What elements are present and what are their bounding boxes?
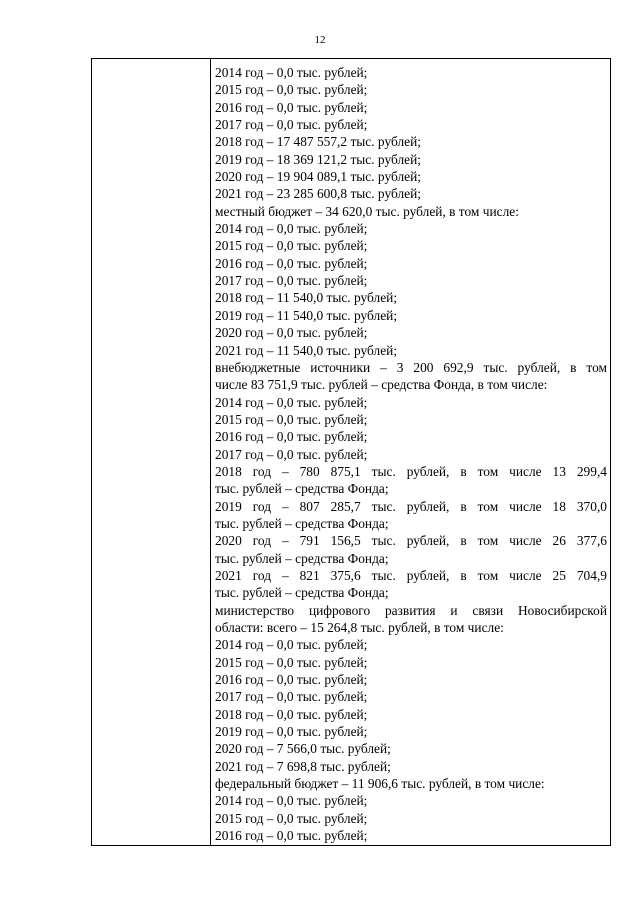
text-line: 2017 год – 0,0 тыс. рублей;: [215, 446, 368, 462]
text-line: тыс. рублей – средства Фонда;: [215, 550, 389, 566]
text-line: 2019 год – 11 540,0 тыс. рублей;: [215, 307, 398, 323]
text-line: 2016 год – 0,0 тыс. рублей;: [215, 672, 368, 688]
text-line: 2018 год – 0,0 тыс. рублей;: [215, 706, 368, 722]
text-line: 2018 год – 780 875,1 тыс. рублей, в том числе 13 299,4: [215, 463, 607, 479]
text-line: 2019 год – 0,0 тыс. рублей;: [215, 724, 368, 740]
text-line: 2015 год – 0,0 тыс. рублей;: [215, 238, 368, 254]
text-line: 2020 год – 19 904 089,1 тыс. рублей;: [215, 169, 421, 185]
table-right-cell: [215, 64, 607, 844]
text-line: 2014 год – 0,0 тыс. рублей;: [215, 394, 368, 410]
text-line: 2021 год – 11 540,0 тыс. рублей;: [215, 342, 398, 358]
text-line: 2018 год – 11 540,0 тыс. рублей;: [215, 290, 398, 306]
text-line: внебюджетные источники – 3 200 692,9 тыс. рублей, в том: [215, 359, 607, 375]
text-line: 2021 год – 821 375,6 тыс. рублей, в том числе 25 704,9: [215, 567, 607, 583]
text-line: 2014 год – 0,0 тыс. рублей;: [215, 221, 368, 237]
text-line: 2015 год – 0,0 тыс. рублей;: [215, 654, 368, 670]
text-line: 2019 год – 18 369 121,2 тыс. рублей;: [215, 151, 421, 167]
funding-table: [91, 58, 611, 846]
text-line: 2015 год – 0,0 тыс. рублей;: [215, 411, 368, 427]
text-line: 2016 год – 0,0 тыс. рублей;: [215, 429, 368, 445]
column-divider: [210, 59, 211, 845]
text-line: области: всего – 15 264,8 тыс. рублей, в том числе:: [215, 620, 504, 635]
text-line: министерство цифрового развития и связи Новосибирской: [215, 602, 607, 618]
text-line: 2017 год – 0,0 тыс. рублей;: [215, 273, 368, 289]
text-line: 2020 год – 0,0 тыс. рублей;: [215, 325, 368, 341]
page-number: 12: [314, 34, 326, 46]
text-line: 2015 год – 0,0 тыс. рублей;: [215, 82, 368, 98]
text-line: 2018 год – 17 487 557,2 тыс. рублей;: [215, 134, 421, 150]
text-line: тыс. рублей – средства Фонда;: [215, 481, 389, 497]
text-line: 2021 год – 7 698,8 тыс. рублей;: [215, 758, 391, 774]
text-line: местный бюджет – 34 620,0 тыс. рублей, в том числе:: [215, 203, 519, 219]
text-line: 2017 год – 0,0 тыс. рублей;: [215, 689, 368, 705]
text-line: 2019 год – 807 285,7 тыс. рублей, в том числе 18 370,0: [215, 498, 607, 514]
text-line: 2016 год – 0,0 тыс. рублей;: [215, 99, 368, 115]
text-line: 2016 год – 0,0 тыс. рублей;: [215, 828, 368, 844]
text-line: федеральный бюджет – 11 906,6 тыс. рублей, в том числе:: [215, 776, 545, 792]
text-line: 2015 год – 0,0 тыс. рублей;: [215, 810, 368, 826]
text-line: 2014 год – 0,0 тыс. рублей;: [215, 793, 368, 809]
table-left-cell: [92, 59, 210, 845]
text-line: 2017 год – 0,0 тыс. рублей;: [215, 117, 368, 133]
text-line: тыс. рублей – средства Фонда;: [215, 515, 389, 531]
text-line: 2016 год – 0,0 тыс. рублей;: [215, 255, 368, 271]
text-line: 2021 год – 23 285 600,8 тыс. рублей;: [215, 186, 421, 202]
text-line: 2014 год – 0,0 тыс. рублей;: [215, 637, 368, 653]
text-line: 2020 год – 791 156,5 тыс. рублей, в том числе 26 377,6: [215, 533, 607, 549]
text-line: числе 83 751,9 тыс. рублей – средства Фонда, в том числе:: [215, 377, 548, 393]
text-line: 2020 год – 7 566,0 тыс. рублей;: [215, 741, 391, 757]
text-line: 2014 год – 0,0 тыс. рублей;: [215, 65, 368, 80]
text-line: тыс. рублей – средства Фонда;: [215, 585, 389, 601]
